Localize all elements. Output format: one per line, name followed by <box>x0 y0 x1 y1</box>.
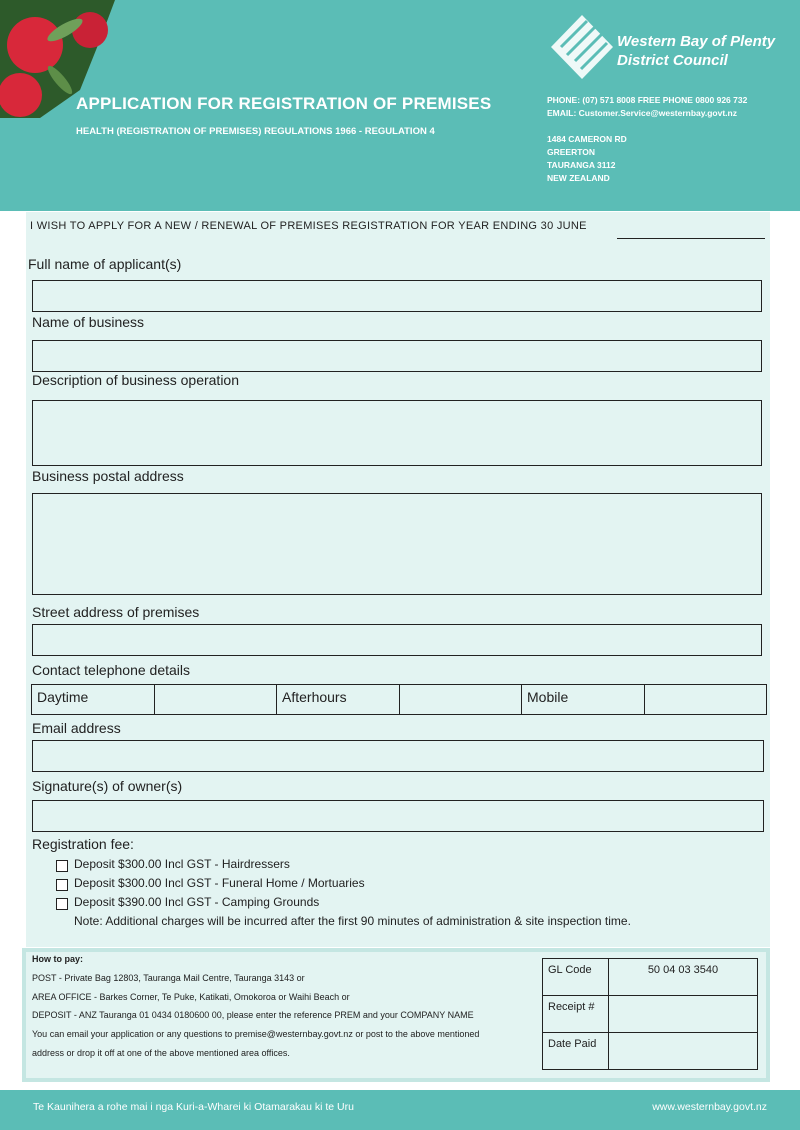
fee-option-camping[interactable] <box>56 894 319 910</box>
signature-label: Signature(s) of owner(s) <box>32 778 183 794</box>
gl-code-value: 50 04 03 3540 <box>609 959 758 996</box>
mobile-input[interactable] <box>645 685 767 714</box>
postal-address: 1484 CAMERON RD GREERTON TAURANGA 3112 NEW ZEALAND <box>547 134 627 183</box>
pay-line: AREA OFFICE - Barkes Corner, Te Puke, Katikati, Omokoroa or Waihi Beach or <box>32 992 350 1002</box>
registration-fee-label: Registration fee: <box>32 836 134 852</box>
footer <box>0 1090 800 1130</box>
council-logo-icon <box>547 15 617 79</box>
pay-line: DEPOSIT - ANZ Tauranga 01 0434 0180600 00, please enter the reference PREM and your COMPANY NAME <box>32 1010 474 1020</box>
date-paid-input[interactable] <box>609 1033 758 1070</box>
business-name-label: Name of business <box>32 314 145 330</box>
fee-note: Note: Additional charges will be incurred after the first 90 minutes of administration & site inspection time. <box>74 914 631 928</box>
full-name-label: Full name of applicant(s) <box>28 256 182 272</box>
description-label: Description of business operation <box>32 372 240 388</box>
pay-line: address or drop it off at one of the above mentioned area offices. <box>32 1048 290 1058</box>
checkbox[interactable] <box>56 898 68 910</box>
website-link[interactable]: www.westernbay.govt.nz <box>652 1101 767 1113</box>
fee-option-funeral[interactable] <box>56 875 365 891</box>
receipt-label: Receipt # <box>543 996 609 1033</box>
fee-option-hairdressers[interactable] <box>56 856 290 872</box>
telephone-table <box>31 684 767 715</box>
gl-code-label: GL Code <box>543 959 609 996</box>
form-subtitle: HEALTH (REGISTRATION OF PREMISES) REGULATIONS 1966 - REGULATION 4 <box>76 126 435 137</box>
form-title: APPLICATION FOR REGISTRATION OF PREMISES <box>76 94 492 113</box>
description-input[interactable] <box>32 400 762 466</box>
contact-info: PHONE: (07) 571 8008 FREE PHONE 0800 926 732 EMAIL: Customer.Service@westernbay.govt.nz <box>547 95 748 118</box>
daytime-input[interactable] <box>155 685 278 714</box>
postal-address-input[interactable] <box>32 493 762 595</box>
contact-telephone-label: Contact telephone details <box>32 662 190 678</box>
email-label: Email address <box>32 720 121 736</box>
intro-text: I WISH TO APPLY FOR A NEW / RENEWAL OF PREMISES REGISTRATION FOR YEAR ENDING 30 JUNE <box>30 220 587 232</box>
footer-motto: Te Kaunihera a rohe mai i nga Kuri-a-Wharei ki Otamarakau ki te Uru <box>33 1101 354 1113</box>
street-address-input[interactable] <box>32 624 762 656</box>
mobile-label: Mobile <box>522 685 645 714</box>
email-input[interactable] <box>32 740 764 772</box>
checkbox[interactable] <box>56 879 68 891</box>
checkbox[interactable] <box>56 860 68 872</box>
fee-label: Deposit $390.00 Incl GST - Camping Grounds <box>74 895 320 909</box>
daytime-label: Daytime <box>32 685 155 714</box>
fee-label: Deposit $300.00 Incl GST - Hairdressers <box>74 857 290 871</box>
full-name-input[interactable] <box>32 280 762 312</box>
receipt-input[interactable] <box>609 996 758 1033</box>
afterhours-label: Afterhours <box>277 685 400 714</box>
street-address-label: Street address of premises <box>32 604 200 620</box>
signature-input[interactable] <box>32 800 764 832</box>
fee-label: Deposit $300.00 Incl GST - Funeral Home / Mortuaries <box>74 876 365 890</box>
business-name-input[interactable] <box>32 340 762 372</box>
how-to-pay-heading: How to pay: <box>32 954 83 964</box>
council-name: Western Bay of Plenty District Council <box>617 33 776 69</box>
pay-line: POST - Private Bag 12803, Tauranga Mail Centre, Tauranga 3143 or <box>32 973 305 983</box>
postal-address-label: Business postal address <box>32 468 184 484</box>
office-use-table <box>542 958 758 1070</box>
year-ending-field[interactable] <box>617 238 765 239</box>
afterhours-input[interactable] <box>400 685 523 714</box>
pay-line: You can email your application or any questions to premise@westernbay.govt.nz or post to the above mentioned <box>32 1029 480 1039</box>
date-paid-label: Date Paid <box>543 1033 609 1070</box>
